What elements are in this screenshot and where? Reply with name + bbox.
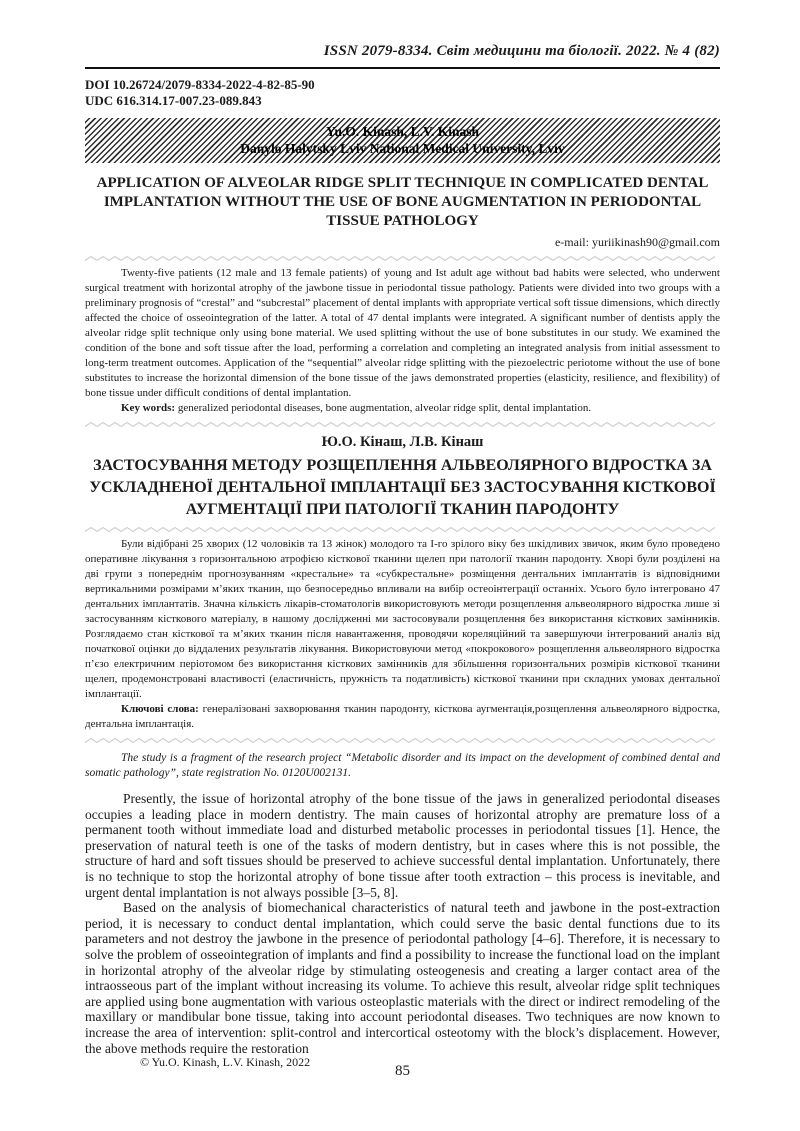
paper-title-uk: ЗАСТОСУВАННЯ МЕТОДУ РОЗЩЕПЛЕННЯ АЛЬВЕОЛЯРНОГО ВІДРОСТКА ЗА УСКЛАДНЕНОЇ ДЕНТАЛЬНОЇ ІМПЛАНТАЦІЇ БЕЗ ЗАСТОСУВАННЯ КІСТКОВОЇ АУГМЕНТАЦІЇ ПРИ ПАТОЛОГІЇ ТКАНИН ПАРОДОНТУ (89, 457, 716, 518)
zigzag-divider (85, 255, 720, 262)
keywords-en: generalized periodontal diseases, bone augmentation, alveolar ridge split, dental implantation. (175, 402, 592, 414)
body-paragraph-2: Based on the analysis of biomechanical characteristics of natural teeth and jawbone in the post-extraction period, it is necessary to conduct dental implantation, which could serve the basic dental functions due to its parameters and not destroy the jawbone in the presence of periodontal pathology [4–6]. Therefore, it is necessary to solve the problem of osseointegration of implants and find a possibility to increase the functional load on the implant in horizontal atrophy of the alveolar ridge by stimulating osteogenesis and creating a larger contact area of the intraosseous part of the implant without increasing its volume. To achieve this result, alveolar ridge split techniques are applied using bone augmentation with various osteoplastic materials with the direct or indirect remodeling of the maxillary or mandibular bone tissue, taking into account periodontal diseases. Two techniques are now known to increase the area of intervention: split-control and intercortical osteotomy with the block’s displacement. However, the above methods require the restoration (85, 900, 720, 1056)
email-line: e-mail: yuriikinash90@gmail.com (554, 235, 720, 249)
zigzag-divider (85, 421, 720, 428)
body-paragraph-1: Presently, the issue of horizontal atrophy of the bone tissue of the jaws in generalized periodontal diseases occupies a leading place in modern dentistry. The main causes of horizontal atrophy are premature loss of a permanent tooth without immediate load and disturbed metabolic processes in periodontal tissues [1]. Hence, the preservation of natural teeth is one of the tasks of modern dentistry, but in cases where this is not possible, the structure of hard and soft tissues should be preserved to achieve successful dental implantation. Unfortunately, there is no technique to stop the horizontal atrophy of bone tissue after tooth extraction – this process is inevitable, and urgent dental implantation is not always possible [3–5, 8]. (85, 791, 720, 900)
paper-title-en: APPLICATION OF ALVEOLAR RIDGE SPLIT TECHNIQUE IN COMPLICATED DENTAL IMPLANTATION WITHOUT THE USE OF BONE AUGMENTATION IN PERIODONTAL TISSUE PATHOLOGY (96, 175, 709, 229)
keywords-label-en: Key words: (121, 402, 176, 414)
abstract-uk-keywords (85, 702, 720, 732)
authors-names-en: Yu.O. Kinash, L.V. Kinash (325, 124, 480, 139)
authors-affiliation-en: Danylo Halytsky Lviv National Medical University, Lviv (240, 141, 565, 156)
authors-names-uk: Ю.О. Кінаш, Л.В. Кінаш (321, 434, 484, 450)
zigzag-divider (85, 737, 720, 744)
page-number: 85 (395, 1063, 410, 1079)
udc-line: UDC 616.314.17-007.23-089.843 (85, 93, 262, 108)
header-rule (85, 67, 720, 69)
keywords-uk: генералізовані захворювання тканин пародонту, кісткова аугментація,розщеплення альвеолярного відростка, дентальна імплантація. (85, 703, 720, 730)
doi-line: DOI 10.26724/2079-8334-2022-4-82-85-90 (85, 77, 315, 92)
zigzag-divider (85, 526, 720, 533)
copyright-note: © Yu.O. Kinash, L.V. Kinash, 2022 (140, 1055, 311, 1069)
keywords-label-uk: Ключові слова: (121, 703, 199, 715)
abstract-en-keywords (85, 401, 720, 416)
abstract-en-text: Twenty-five patients (12 male and 13 female patients) of young and Ist adult age without bad habits were selected, who underwent surgical treatment with horizontal atrophy of the jawbone tissue in periodontal tissue pathology. Patients were divided into two groups with a preliminary prognosis of “crestal” and “subcrestal” placement of dental implants with appropriate vertical soft tissue dimensions, which directly affected the choice of osseointegration of the latter. A total of 47 dental implants were integrated. A significant number of dentists apply the alveolar ridge split technique only using bone material. We used splitting without the use of bone substitutes in our study. We examined the condition of the bone and soft tissue after the load, performing a correlation and completing an integrated analysis from initial assessment to long-term treatment outcomes. Application of the “sequential” alveolar ridge splitting with the piezoelectric periotome without the use of bone substitutes to increase the horizontal dimension of the bone tissue of the jaws demonstrated properties (elasticity, resilience, and flexibility) of bone tissue under difficult conditions of dental implantation. (85, 267, 720, 399)
page-footer (85, 1055, 720, 1087)
abstract-uk-text: Були відібрані 25 хворих (12 чоловіків та 13 жінок) молодого та І-го зрілого віку без шкідливих звичок, яким було проведено оперативне лікування з горизонтальною атрофією кісткової тканини щелеп при патології тканин пародонту. Хворі були розділені на дві групи з попереднім прогнозуванням «крестальне» та «субкрестальне» розміщення дентальних імплантатів із відповідними вертикальними розмірами м’яких тканин, що безпосередньо впливали на вибір остеоінтеграції останніх. Усього було інтегровано 47 дентальних імплантатів. Значна кількість лікарів-стоматологів використовують методи розщеплення альвеолярного відростка лише зі застосуванням кісткового матеріалу, в нашому дослідженні ми застосовували розщеплення без використання кісткових замінників. Розглядаємо стан кісткової та м’яких тканин після навантаження, проводячи кореляційний та завершуючи інтегрований аналіз від початкової оцінки до віддалених результатів лікування. Використовуючи метод «покрокового» розщеплення альвеолярного відростка п’єзо електричним періотомом без використання кісткових замінників для збільшення горизонтальних розмірів кісткової тканини щелеп, продемонстровані властивості (еластичність, пружність та податливість) кісткової тканини при складних умовах дентальної імплантації. (85, 538, 720, 700)
research-project-note: The study is a fragment of the research project “Metabolic disorder and its impact on the development of combined dental and somatic pathology”, state registration No. 0120U002131. (85, 752, 720, 779)
authors-band (85, 118, 720, 163)
journal-issn-header: ISSN 2079-8334. Світ медицини та біології. 2022. № 4 (82) (323, 43, 720, 59)
